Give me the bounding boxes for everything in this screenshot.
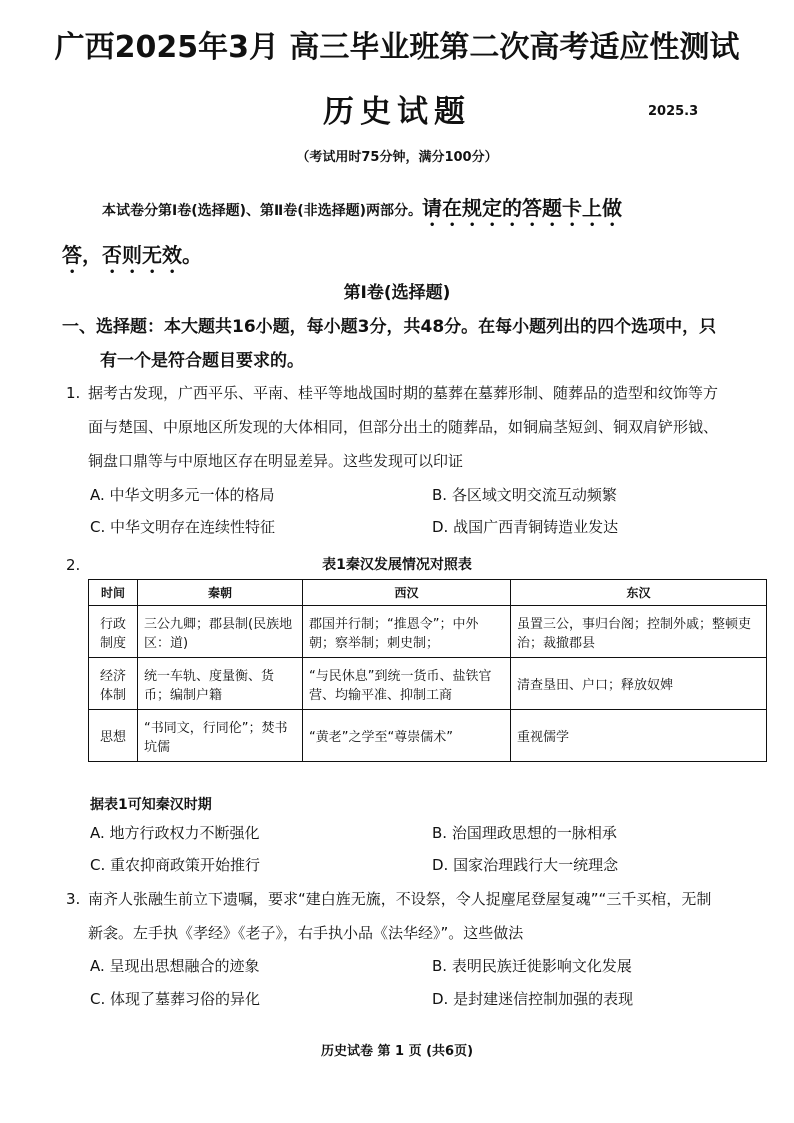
q3-option-c: C. 体现了墓葬习俗的异化: [90, 990, 261, 1008]
q1-option-b: B. 各区域文明交流互动频繁: [432, 486, 617, 504]
q3-line2: 新衾。左手执《孝经》《老子》，右手执小品《法华经》”。这些做法: [88, 924, 524, 942]
section-title: 第Ⅰ卷(选择题): [343, 283, 451, 303]
table-header-cell: 时间: [89, 580, 138, 606]
table-cell: “与民休息”到统一货币、盐铁官营、均输平准、抑制工商: [303, 658, 511, 710]
q2-table: [88, 579, 767, 762]
table-cell: 统一车轨、度量衡、货币；编制户籍: [138, 658, 303, 710]
q1-option-d: D. 战国广西青铜铸造业发达: [432, 518, 619, 536]
table-cell: “黄老”之学至“尊崇儒术”: [303, 710, 511, 762]
table-header-cell: 东汉: [511, 580, 767, 606]
instructions-part6: 。: [182, 243, 202, 267]
q2-option-b: B. 治国理政思想的一脉相承: [432, 824, 617, 842]
q1-line3: 铜盘口鼎等与中原地区存在明显差异。这些发现可以印证: [88, 452, 464, 470]
table-cell: 三公九卿；郡县制(民族地区：道): [138, 606, 303, 658]
table-row: [89, 710, 767, 762]
instructions-part1: 本试卷分第Ⅰ卷(选择题)、第Ⅱ卷(非选择题)两部分。: [102, 203, 423, 219]
q1-option-c: C. 中华文明存在连续性特征: [90, 518, 276, 536]
subject-title: 历史试题: [323, 94, 471, 130]
table-cell: “书同文，行同伦”；焚书坑儒: [138, 710, 303, 762]
q2-option-c: C. 重农抑商政策开始推行: [90, 856, 261, 874]
q2-table-caption: 表1秦汉发展情况对照表: [322, 557, 472, 573]
q2-number: 2.: [66, 556, 81, 574]
table-cell: 思想: [89, 710, 138, 762]
time-note: （考试用时75分钟，满分100分）: [296, 150, 498, 165]
question-1: [66, 376, 766, 478]
instructions: [62, 186, 762, 280]
table-cell: 行政制度: [89, 606, 138, 658]
table-header-row: [89, 580, 767, 606]
q1-number: 1.: [66, 384, 81, 402]
table-cell: 经济体制: [89, 658, 138, 710]
instructions-part2: 请在规定的答题卡上做: [422, 196, 623, 220]
instructions-part4: ，: [82, 243, 102, 267]
exam-date: 2025.3: [648, 104, 699, 119]
table-header-cell: 秦朝: [138, 580, 303, 606]
table-header-cell: 西汉: [303, 580, 511, 606]
q1-option-a: A. 中华文明多元一体的格局: [90, 486, 275, 504]
q2-option-a: A. 地方行政权力不断强化: [90, 824, 260, 842]
q2-option-d: D. 国家治理践行大一统理念: [432, 856, 619, 874]
q2-stem: 据表1可知秦汉时期: [90, 797, 212, 813]
q3-option-d: D. 是封建迷信控制加强的表现: [432, 990, 634, 1008]
q3-option-a: A. 呈现出思想融合的迹象: [90, 957, 260, 975]
q3-option-b: B. 表明民族迁徙影响文化发展: [432, 957, 632, 975]
q1-line1: 据考古发现，广西平乐、平南、桂平等地战国时期的墓葬在墓葬形制、随葬品的造型和纹饰等方: [88, 384, 719, 402]
question-3: [66, 882, 766, 950]
table-cell: 郡国并行制；“推恩令”；中外朝；察举制；刺史制；: [303, 606, 511, 658]
instructions-part5: 否则无效: [102, 243, 182, 267]
table-cell: 重视儒学: [511, 710, 767, 762]
table-cell: 虽置三公，事归台阁；控制外戚；整顿吏治；裁撤郡县: [511, 606, 767, 658]
part-one-heading-line2: 有一个是符合题目要求的。: [100, 351, 304, 371]
part-one-heading-line1: 一、选择题：本大题共16小题，每小题3分，共48分。在每小题列出的四个选项中，只: [62, 317, 717, 337]
table-row: [89, 606, 767, 658]
exam-title: 广西2025年3月 高三毕业班第二次高考适应性测试: [54, 30, 740, 65]
part-one-heading: [62, 310, 774, 378]
q3-number: 3.: [66, 890, 81, 908]
table-cell: 清查垦田、户口；释放奴婢: [511, 658, 767, 710]
q3-line1: 南齐人张融生前立下遗嘱，要求“建白旌无旒，不设祭，令人捉麈尾登屋复魂”“三千买棺，无制: [88, 890, 712, 908]
instructions-part3: 答: [62, 243, 82, 267]
table-row: [89, 658, 767, 710]
page-footer: 历史试卷 第 1 页 (共6页): [320, 1044, 474, 1059]
q1-line2: 面与楚国、中原地区所发现的大体相同，但部分出土的随葬品，如铜扁茎短剑、铜双肩铲形钺、: [88, 418, 719, 436]
